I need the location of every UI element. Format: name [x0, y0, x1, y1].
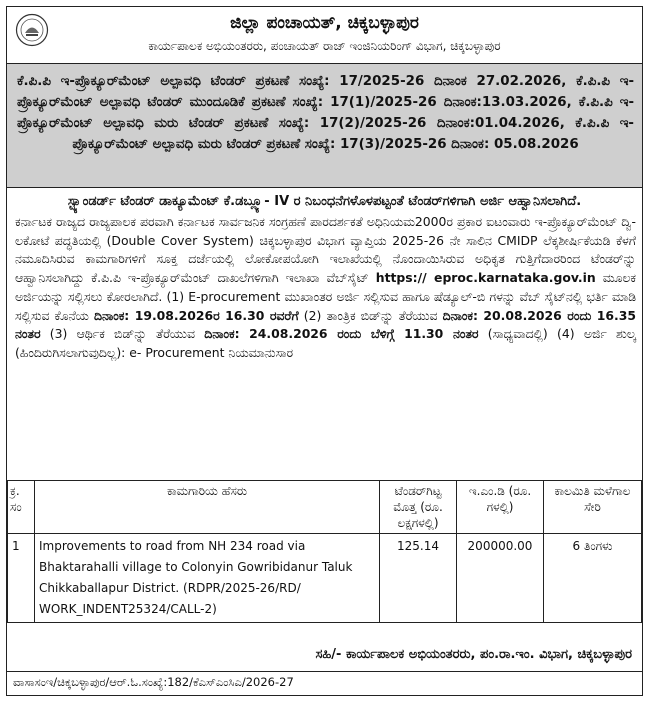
works-table	[7, 480, 642, 623]
reference-number: ವಾಸಾಸಂಇ/ಚಿಕ್ಕಬಳ್ಳಾಪುರ/ಆರ್.ಓ.ಸಂಖ್ಯೆ:182/ಕೆಎಸ್‌ಎಂಸಿಎ/2026-27	[7, 671, 642, 693]
col-time-limit: ಕಾಲಮಿತಿ ಮಳೆಗಾಲ ಸೇರಿ	[544, 481, 642, 534]
cell-sl-no: 1	[8, 534, 35, 623]
notice-reference-block: ಕೆ.ಪಿ.ಪಿ ಇ-ಪ್ರೊಕ್ಯೂರ್‌ಮೆಂಟ್ ಅಲ್ಪಾವಧಿ ಟೆಂಡರ್ ಪ್ರಕಟಣೆ ಸಂಖ್ಯೆ: 17/2025-26 ದಿನಾಂಕ 27.02.2026, ಕೆ.ಪಿ.ಪಿ ಇ-ಪ್ರೊಕ್ಯೂರ್‌ಮೆಂಟ್ ಅಲ್ಪಾವಧಿ ಟೆಂಡರ್ ಮುಂದೂಡಿಕೆ ಪ್ರಕಟಣೆ ಸಂಖ್ಯೆ: 17(1)/2025-26 ದಿನಾಂಕ:13.03.2026, ಕೆ.ಪಿ.ಪಿ ಇ-ಪ್ರೊಕ್ಯೂರ್‌ಮೆಂಟ್ ಅಲ್ಪಾವಧಿ ಮರು ಟೆಂಡರ್ ಪ್ರಕಟಣೆ ಸಂಖ್ಯೆ: 17(2)/2025-26 ದಿನಾಂಕ:01.04.2026, ಕೆ.ಪಿ.ಪಿ ಇ-ಪ್ರೊಕ್ಯೂರ್‌ಮೆಂಟ್ ಅಲ್ಪಾವಧಿ ಮರು ಟೆಂಡರ್ ಪ್ರಕಟಣೆ ಸಂಖ್ಯೆ: 17(3)/2025-26 ದಿನಾಂಕ: 05.08.2026	[7, 64, 642, 188]
table-header-row	[8, 481, 642, 534]
submission-deadline: ದಿನಾಂಕ: 19.08.2026ರ 16.30 ರವರೆಗೆ	[93, 307, 299, 323]
col-tender-amount: ಟೆಂಡರ್‌ಗಿಟ್ಟ ಮೊತ್ತ (ರೂ. ಲಕ್ಷಗಳಲ್ಲಿ)	[380, 481, 457, 534]
cell-work-name: Improvements to road from NH 234 road via Bhaktarahalli village to Colonyin Gowribidanur Taluk Chikkaballapur District. (RDPR/2025-26/RD/ WORK_INDENT25324/CALL-2)	[35, 534, 380, 623]
works-table-wrap	[7, 480, 642, 623]
table-row	[8, 534, 642, 623]
page-title: ಜಿಲ್ಲಾ ಪಂಚಾಯತ್, ಚಿಕ್ಕಬಳ್ಳಾಪುರ	[230, 13, 419, 33]
technical-bid-date: ದಿನಾಂಕ: 20.08.2026 ರಂದು 16.35 ನಂತರ	[15, 307, 636, 342]
body-part-4: (3) ಆರ್ಥಿಕ ಬಿಡ್‌ನ್ನು ತೆರೆಯುವ	[49, 326, 195, 342]
financial-bid-date: ದಿನಾಂಕ: 24.08.2026 ರಂದು ಬೆಳಿಗ್ಗೆ 11.30 ನಂತರ	[204, 326, 479, 342]
cell-time-limit: 6 ತಿಂಗಳು	[544, 534, 642, 623]
page-subtitle: ಕಾರ್ಯಪಾಲಕ ಅಭಿಯಂತರರು, ಪಂಚಾಯತ್ ರಾಜ್ ಇಂಜಿನಿಯರಿಂಗ್ ವಿಭಾಗ, ಚಿಕ್ಕಬಳ್ಳಾಪುರ	[148, 39, 501, 53]
signature-line: ಸಹಿ/- ಕಾರ್ಯಪಾಲಕ ಅಭಿಯಂತರರು, ಪಂ.ರಾ.ಇಂ. ವಿಭಾಗ, ಚಿಕ್ಕಬಳ್ಳಾಪುರ	[315, 647, 632, 662]
body-part-3: (2) ತಾಂತ್ರಿಕ ಬಿಡ್‌ನ್ನು ತೆರೆಯುವ	[303, 307, 438, 323]
col-work-name: ಕಾಮಗಾರಿಯ ಹೆಸರು	[35, 481, 380, 534]
notice-body	[7, 213, 642, 449]
col-emd: ಇ.ಎಂ.ಡಿ (ರೂ. ಗಳಲ್ಲಿ)	[457, 481, 544, 534]
tender-notice	[6, 6, 643, 696]
cell-emd: 200000.00	[457, 534, 544, 623]
col-sl-no: ಕ್ರ. ಸಂ	[8, 481, 35, 534]
body-intro: ಕರ್ನಾಟಕ ರಾಜ್ಯದ ರಾಜ್ಯಪಾಲಕ ಪರವಾಗಿ ಕರ್ನಾಟಕ ಸಾರ್ವಜನಿಕ ಸಂಗ್ರಹಣೆ ಪಾರದರ್ಶಕತೆ ಅಧಿನಿಯಮ2000ರ ಪ್ರಕಾರ ಐಟಂವಾರು ಇ-ಪ್ರೊಕ್ಯೂರ್‌ಮೆಂಟ್ ದ್ವಿ-ಲಕೋಟೆ ಪದ್ಧತಿಯಲ್ಲಿ (Double Cover System) ಚಿಕ್ಕಬಳ್ಳಾಪುರ ವಿಭಾಗ ವ್ಯಾಪ್ತಿಯ 2025-26 ನೇ ಸಾಲಿನ CMIDP ಲೆಕ್ಕಶೀರ್ಷಿಕೆಯಡಿ ಕೆಳಗೆ ನಮೂದಿಸಿರುವ ಕಾಮಗಾರಿಗಳಿಗೆ ಸೂಕ್ತ ದರ್ಜೆಯಲ್ಲಿ ಲೋಕೋಪಯೋಗಿ ಇಲಾಖೆಯಲ್ಲಿ ನೊಂದಾಯಿಸಿರುವ ಅಧಿಕೃತ ಗುತ್ತಿಗೆದಾರರಿಂದ ಟೆಂಡರ್‌ನ್ನು ಆಹ್ವಾನಿಸಲಾಗಿದ್ದು ಕೆ.ಪಿ.ಪಿ ಇ-ಪ್ರೊಕ್ಯೂರ್‌ಮೆಂಟ್ ದಾಖಲೆಗಳಿಗಾಗಿ ಇಲಾಖಾ ವೆಬ್‌ಸೈಟ್	[15, 214, 636, 286]
website-link[interactable]: https:// eproc.karnataka.gov.in	[375, 270, 596, 286]
cell-tender-amount: 125.14	[380, 534, 457, 623]
standard-tender-heading: ಸ್ಟ್ಯಾಂಡರ್ಡ್ ಟೆಂಡರ್ ಡಾಕ್ಯೂಮೆಂಟ್ ಕೆ.ಡಬ್ಲ್ಯೂ- IV ರ ನಿಬಂಧನೆಗಳೊಳಪಟ್ಟಂತೆ ಟೆಂಡರ್‌ಗಳಿಗಾಗಿ ಅರ್ಜಿ ಆಹ್ವಾನಿಸಲಾಗಿದೆ.	[67, 194, 582, 209]
body-part-5: (ಸಾಧ್ಯವಾದಲ್ಲಿ) (4) ಅರ್ಜಿ ಶುಲ್ಕ (ಹಿಂದಿರುಗಿಸಲಾಗುವುದಿಲ್ಲ): e- Procurement ನಿಯಮಾನುಸಾರ	[15, 326, 636, 360]
notice-header	[7, 7, 642, 64]
body-part-2: ಮೂಲಕ ಅರ್ಜಿಯನ್ನು ಸಲ್ಲಿಸಲು ಕೋರಲಾಗಿದೆ. (1) E-procurement ಮುಖಾಂತರ ಅರ್ಜಿ ಸಲ್ಲಿಸುವ ಹಾಗೂ ಷೆಡ್ಯೂಲ್-ಬಿ ಗಳನ್ನು ವೆಬ್ ಸೈಟ್‌ನಲ್ಲಿ ಭರ್ತಿ ಮಾಡಿ ಸಲ್ಲಿಸುವ ಕೊನೆಯ	[15, 270, 636, 323]
